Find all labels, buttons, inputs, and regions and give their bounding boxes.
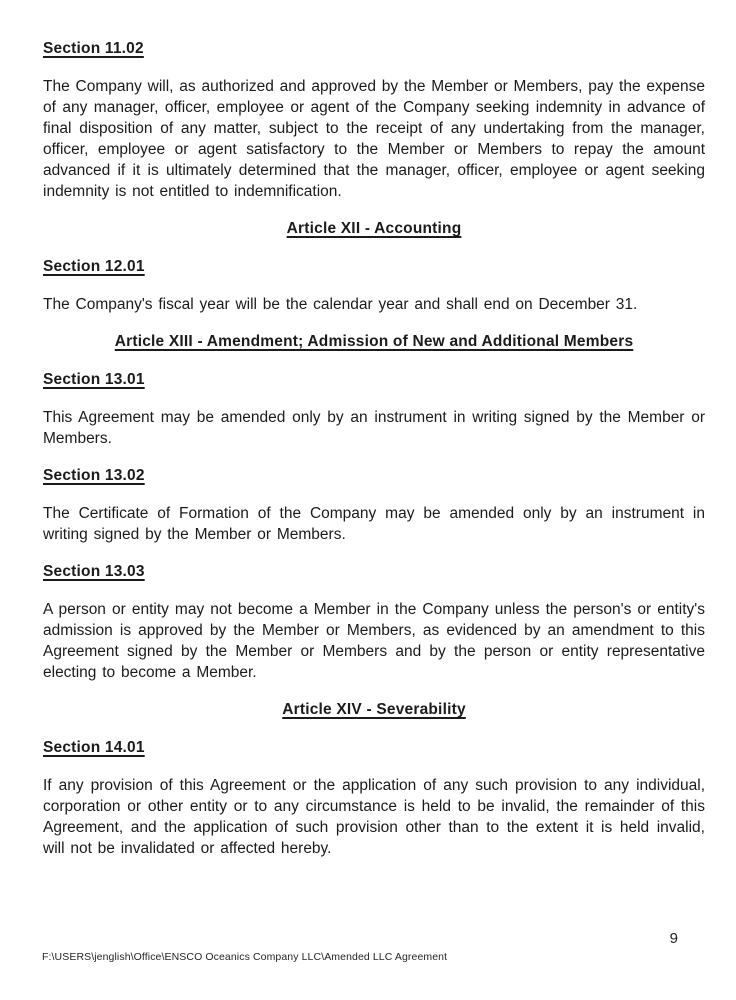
section-13-01-heading: Section 13.01 — [43, 371, 145, 388]
section-11-02-heading: Section 11.02 — [43, 40, 144, 57]
article-xii-heading — [43, 218, 705, 239]
section-13-02-paragraph: The Certificate of Formation of the Company may be amended only by an instrument in writing signed by the Member or Members. — [43, 505, 705, 543]
page-number: 9 — [669, 930, 678, 947]
article-xiii-heading-text: Article XIII - Amendment; Admission of New and Additional Members — [114, 333, 634, 350]
section-13-03-paragraph: A person or entity may not become a Member in the Company unless the person's or entity's admission is approved by the Member or Members, as evidenced by an amendment to this Agreement signed by the Member or Members and by the person or entity representative electing to become a Member. — [43, 601, 705, 681]
section-12-01-heading: Section 12.01 — [43, 258, 145, 275]
section-13-01-paragraph: This Agreement may be amended only by an instrument in writing signed by the Member or Members. — [43, 409, 705, 447]
article-xii-heading-text: Article XII - Accounting — [286, 220, 462, 237]
article-xiv-heading-text: Article XIV - Severability — [282, 701, 466, 718]
article-xiii-heading — [43, 331, 705, 352]
document-body — [43, 38, 705, 875]
section-12-01-paragraph: The Company's fiscal year will be the calendar year and shall end on December 31. — [43, 296, 638, 313]
article-xiv-heading — [43, 699, 705, 720]
section-13-02-heading: Section 13.02 — [43, 467, 145, 484]
section-13-03-heading: Section 13.03 — [43, 563, 145, 580]
section-11-02-paragraph: The Company will, as authorized and approved by the Member or Members, pay the expense of any manager, officer, employee or agent of the Company seeking indemnity in advance of final disposition of any matter, subject to the receipt of any undertaking from the manager, officer, employee or agent satisfactory to the Member or Members to repay the amount advanced if it is ultimately determined that the manager, officer, employee or agent seeking indemnity is not entitled to indemnification. — [43, 78, 706, 200]
section-14-01-heading: Section 14.01 — [43, 739, 145, 756]
section-14-01-paragraph: If any provision of this Agreement or the application of any such provision to any individual, corporation or other entity or to any circumstance is held to be invalid, the remainder of this Agreement, and the application of such provision other than to the extent it is held invalid, will not be invalidated or affected hereby. — [43, 777, 705, 857]
footer-file-path: F:\USERS\jenglish\Office\ENSCO Oceanics Company LLC\Amended LLC Agreement — [42, 951, 448, 963]
